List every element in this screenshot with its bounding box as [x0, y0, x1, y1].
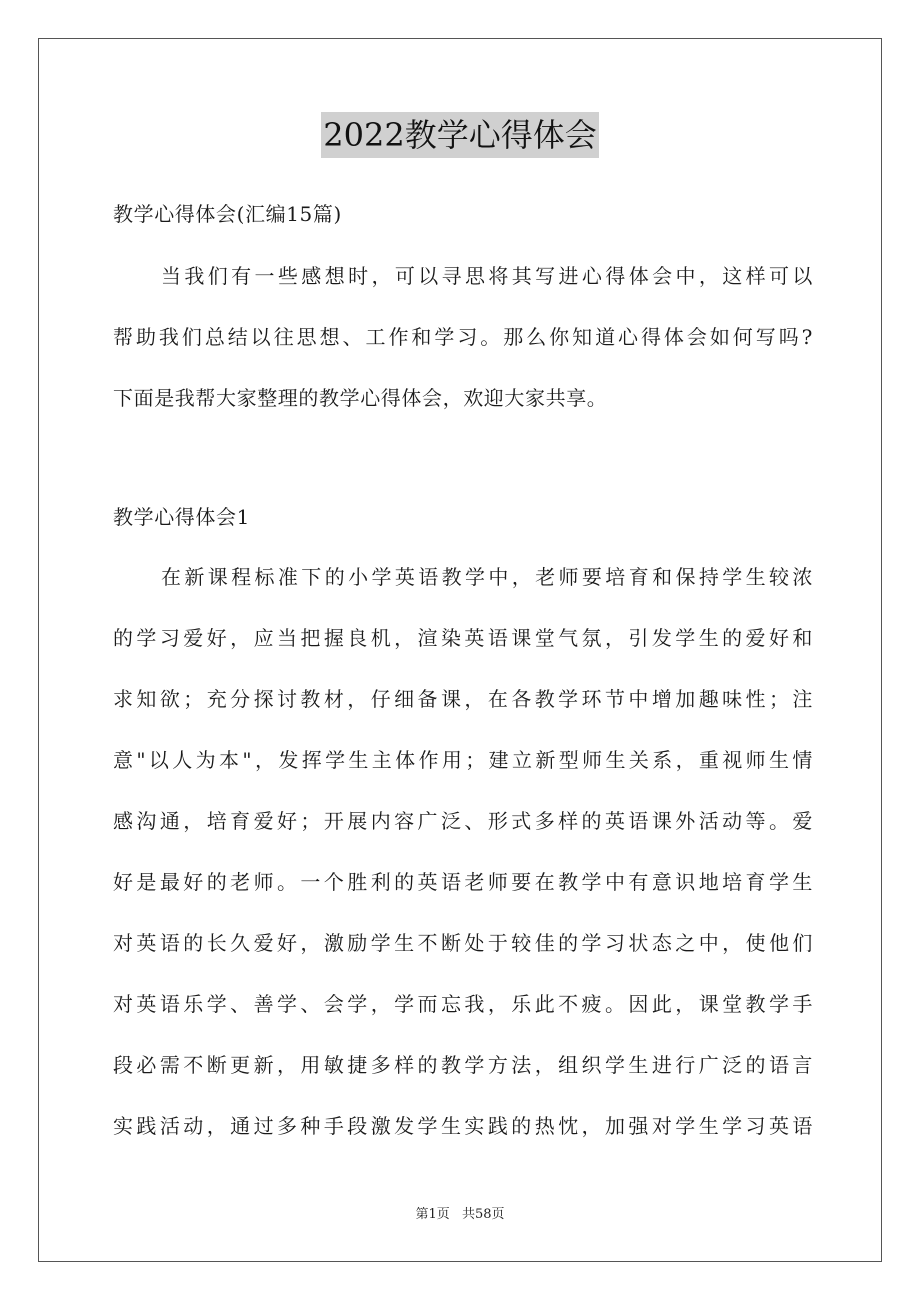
title-wrapper: [0, 112, 920, 158]
body-line: 好是最好的老师。一个胜利的英语老师要在教学中有意识地培育学生: [113, 870, 813, 894]
body-line: 对英语的长久爱好，激励学生不断处于较佳的学习状态之中，使他们: [113, 931, 813, 955]
intro-line: 当我们有一些感想时，可以寻思将其写进心得体会中，这样可以: [161, 264, 813, 288]
page-total: 共58页: [461, 1207, 505, 1222]
page-number: 第1页: [415, 1207, 450, 1222]
body-line: 感沟通，培育爱好；开展内容广泛、形式多样的英语课外活动等。爱: [113, 809, 813, 833]
section-heading: 教学心得体会1: [113, 505, 250, 529]
intro-line: 下面是我帮大家整理的教学心得体会，欢迎大家共享。: [113, 386, 608, 410]
document-title: 2022教学心得体会: [321, 112, 598, 158]
body-line: 对英语乐学、善学、会学，学而忘我，乐此不疲。因此，课堂教学手: [113, 992, 813, 1016]
body-line: 在新课程标准下的小学英语教学中，老师要培育和保持学生较浓: [161, 565, 813, 589]
body-line: 求知欲；充分探讨教材，仔细备课，在各教学环节中增加趣味性；注: [113, 687, 813, 711]
body-line: 的学习爱好，应当把握良机，渲染英语课堂气氛，引发学生的爱好和: [113, 626, 813, 650]
subtitle: 教学心得体会(汇编15篇): [113, 202, 342, 226]
intro-line: 帮助我们总结以往思想、工作和学习。那么你知道心得体会如何写吗?: [113, 325, 813, 349]
body-line: 实践活动，通过多种手段激发学生实践的热忱，加强对学生学习英语: [113, 1114, 813, 1138]
body-line: 意"以人为本"，发挥学生主体作用；建立新型师生关系，重视师生情: [113, 748, 813, 772]
body-line: 段必需不断更新，用敏捷多样的教学方法，组织学生进行广泛的语言: [113, 1053, 813, 1077]
page-footer: [0, 1206, 920, 1224]
